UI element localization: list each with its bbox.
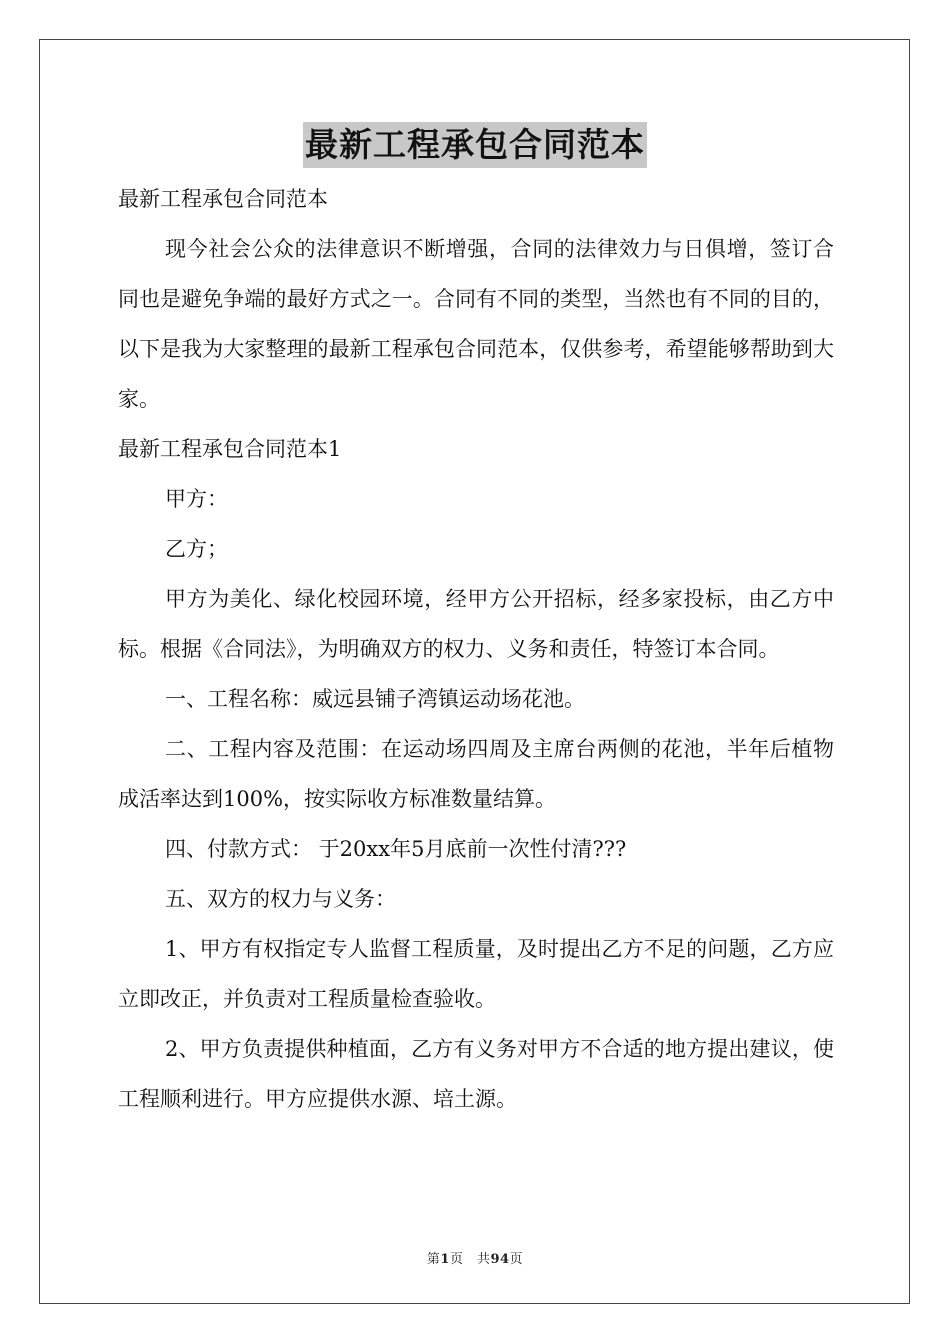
paragraph: 最新工程承包合同范本 xyxy=(118,187,328,211)
footer-middle: 页 共 xyxy=(449,1252,491,1267)
title-container xyxy=(0,122,950,168)
paragraph: 现今社会公众的法律意识不断增强，合同的法律效力与日俱增，签订合同也是避免争端的最好方式之一。合同有不同的类型，当然也有不同的目的，以下是我为大家整理的最新工程承包合同范本，仅供参考，希望能够帮助到大家。 xyxy=(118,237,834,411)
paragraph: 一、工程名称：威远县铺子湾镇运动场花池。 xyxy=(165,687,585,711)
paragraph: 2、甲方负责提供种植面，乙方有义务对甲方不合适的地方提出建议，使工程顺利进行。甲方应提供水源、培土源。 xyxy=(118,1037,834,1111)
paragraph: 二、工程内容及范围：在运动场四周及主席台两侧的花池，半年后植物成活率达到100%，按实际收方标准数量结算。 xyxy=(118,737,834,811)
footer-prefix: 第 xyxy=(426,1252,441,1267)
paragraph: 最新工程承包合同范本1 xyxy=(118,437,342,461)
page-footer xyxy=(0,1248,950,1267)
footer-suffix: 页 xyxy=(509,1252,524,1267)
paragraph: 甲方为美化、绿化校园环境，经甲方公开招标，经多家投标，由乙方中标。根据《合同法》，为明确双方的权力、义务和责任，特签订本合同。 xyxy=(118,587,834,661)
paragraph: 乙方； xyxy=(165,537,228,561)
paragraph: 甲方： xyxy=(165,487,228,511)
document-body xyxy=(118,174,834,1124)
current-page-number: 1 xyxy=(440,1252,450,1267)
total-page-count: 94 xyxy=(490,1252,510,1267)
document-title: 最新工程承包合同范本 xyxy=(303,122,647,168)
paragraph: 1、甲方有权指定专人监督工程质量，及时提出乙方不足的问题，乙方应立即改正，并负责对工程质量检查验收。 xyxy=(118,937,834,1011)
paragraph: 五、双方的权力与义务： xyxy=(165,887,396,911)
paragraph: 四、付款方式： 于20xx年5月底前一次性付清??? xyxy=(165,837,627,861)
